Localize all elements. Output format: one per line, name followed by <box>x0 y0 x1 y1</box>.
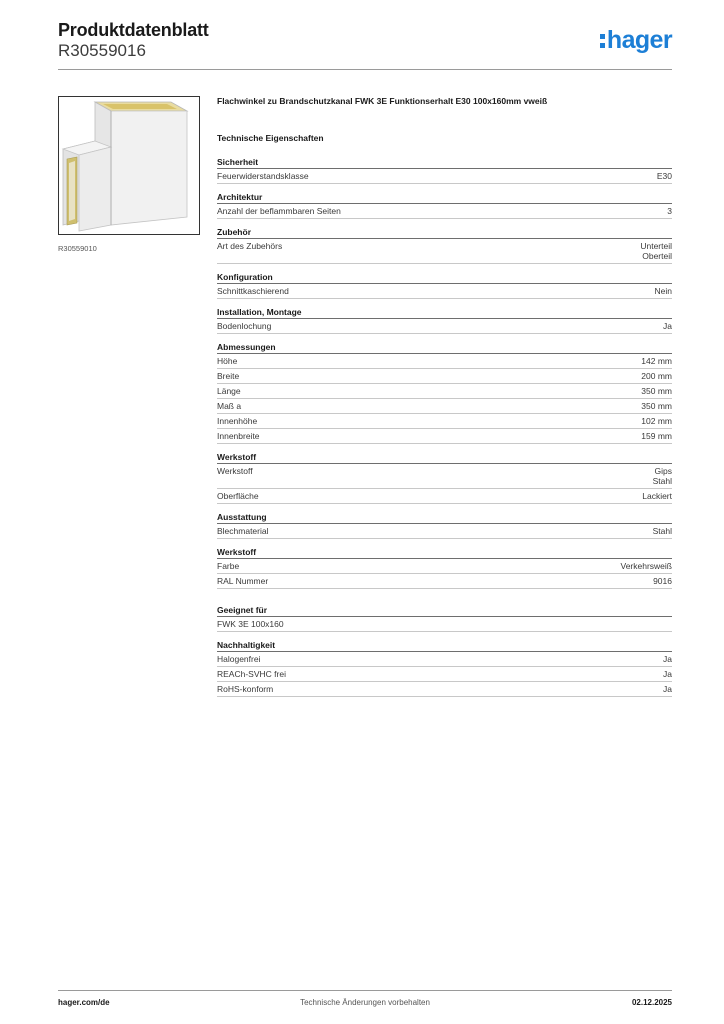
property-row <box>217 574 672 589</box>
property-value <box>663 321 672 331</box>
section-title: Nachhaltigkeit <box>217 640 672 652</box>
property-row <box>217 204 672 219</box>
property-value <box>653 526 672 536</box>
product-image <box>58 96 200 235</box>
property-value <box>655 286 672 296</box>
property-row <box>217 429 672 444</box>
property-value-line: Gips <box>654 466 672 476</box>
property-section <box>217 342 672 444</box>
property-row <box>217 239 672 264</box>
property-label: Feuerwiderstandsklasse <box>217 171 309 181</box>
image-caption: R30559010 <box>58 244 97 253</box>
property-section <box>217 157 672 184</box>
property-value-line: Lackiert <box>642 491 672 501</box>
property-section <box>217 192 672 219</box>
property-value-line: 350 mm <box>641 386 672 396</box>
footer-date: 02.12.2025 <box>631 998 672 1007</box>
property-value <box>641 356 672 366</box>
footer-website: hager.com/de <box>58 998 110 1007</box>
property-label: Werkstoff <box>217 466 253 476</box>
property-value-line: Ja <box>663 321 672 331</box>
property-value-line: 159 mm <box>641 431 672 441</box>
property-row <box>217 524 672 539</box>
section-title: Abmessungen <box>217 342 672 354</box>
property-value <box>621 561 673 571</box>
property-row <box>217 617 672 632</box>
property-row <box>217 369 672 384</box>
property-row <box>217 464 672 489</box>
properties-heading: Technische Eigenschaften <box>217 133 324 143</box>
section-title: Ausstattung <box>217 512 672 524</box>
property-label: RAL Nummer <box>217 576 269 586</box>
property-label: Höhe <box>217 356 238 366</box>
section-title: Installation, Montage <box>217 307 672 319</box>
property-value <box>640 241 672 261</box>
property-section <box>217 512 672 539</box>
property-label: Blechmaterial <box>217 526 269 536</box>
property-value <box>653 576 672 586</box>
property-row <box>217 682 672 697</box>
property-value-line: 9016 <box>653 576 672 586</box>
product-details <box>217 96 672 705</box>
section-title: Architektur <box>217 192 672 204</box>
property-value-line: 102 mm <box>641 416 672 426</box>
property-value-line: 350 mm <box>641 401 672 411</box>
section-title: Geeignet für <box>217 605 672 617</box>
property-row <box>217 667 672 682</box>
product-description: Flachwinkel zu Brandschutzkanal FWK 3E Funktionserhalt E30 100x160mm vweiß <box>217 96 548 106</box>
property-row <box>217 354 672 369</box>
section-title: Werkstoff <box>217 452 672 464</box>
property-section <box>217 640 672 697</box>
footer-divider <box>58 990 672 991</box>
property-row <box>217 284 672 299</box>
hager-logo <box>600 26 672 55</box>
page-header <box>58 20 672 70</box>
property-label: Art des Zubehörs <box>217 241 283 251</box>
property-section <box>217 547 672 589</box>
property-row <box>217 319 672 334</box>
property-value <box>641 371 672 381</box>
property-row <box>217 399 672 414</box>
article-number: R30559016 <box>58 41 146 60</box>
section-title: Sicherheit <box>217 157 672 169</box>
property-value <box>641 431 672 441</box>
property-value <box>641 416 672 426</box>
property-section <box>217 227 672 264</box>
property-label: RoHS-konform <box>217 684 274 694</box>
cable-duct-elbow-icon <box>59 97 199 234</box>
property-row <box>217 414 672 429</box>
property-label: Länge <box>217 386 241 396</box>
property-label: Innenhöhe <box>217 416 258 426</box>
property-row <box>217 489 672 504</box>
property-section <box>217 307 672 334</box>
property-section <box>217 272 672 299</box>
property-label: REACh-SVHC frei <box>217 669 286 679</box>
property-value-line: 142 mm <box>641 356 672 366</box>
property-row <box>217 559 672 574</box>
property-value-line: 200 mm <box>641 371 672 381</box>
property-label: Anzahl der beflammbaren Seiten <box>217 206 341 216</box>
property-value-line: 3 <box>667 206 672 216</box>
property-value <box>641 401 672 411</box>
property-value-line: Ja <box>663 684 672 694</box>
property-value <box>641 386 672 396</box>
logo-colon-icon <box>600 32 606 49</box>
property-row <box>217 652 672 667</box>
property-value <box>663 654 672 664</box>
property-label: Farbe <box>217 561 240 571</box>
property-label: Halogenfrei <box>217 654 261 664</box>
property-value-line: Oberteil <box>642 251 672 261</box>
section-title: Werkstoff <box>217 547 672 559</box>
property-section <box>217 605 672 632</box>
property-value-line: Ja <box>663 669 672 679</box>
property-label: Schnittkaschierend <box>217 286 289 296</box>
property-value-line: E30 <box>656 171 672 181</box>
property-value-line: Stahl <box>652 526 672 536</box>
property-value <box>642 491 672 501</box>
property-value-line: Ja <box>663 654 672 664</box>
property-label: Innenbreite <box>217 431 260 441</box>
property-value-line: Stahl <box>652 476 672 486</box>
document-title: Produktdatenblatt <box>58 20 209 40</box>
property-label: Breite <box>217 371 240 381</box>
property-value <box>663 669 672 679</box>
property-value-line: Nein <box>654 286 672 296</box>
section-title: Zubehör <box>217 227 672 239</box>
property-value-line: Unterteil <box>640 241 672 251</box>
footer-notice: Technische Änderungen vorbehalten <box>300 998 430 1007</box>
property-row <box>217 169 672 184</box>
property-row <box>217 384 672 399</box>
property-label: Bodenlochung <box>217 321 272 331</box>
logo-text: hager <box>606 26 672 54</box>
property-label: FWK 3E 100x160 <box>217 619 284 629</box>
properties-list <box>217 157 672 697</box>
property-section <box>217 452 672 504</box>
property-label: Maß a <box>217 401 242 411</box>
property-value <box>657 171 672 181</box>
property-value <box>663 684 672 694</box>
header-divider <box>58 69 672 70</box>
property-value-line: Verkehrsweiß <box>620 561 672 571</box>
property-label: Oberfläche <box>217 491 259 501</box>
property-value <box>667 206 672 216</box>
section-title: Konfiguration <box>217 272 672 284</box>
property-value <box>653 466 672 486</box>
